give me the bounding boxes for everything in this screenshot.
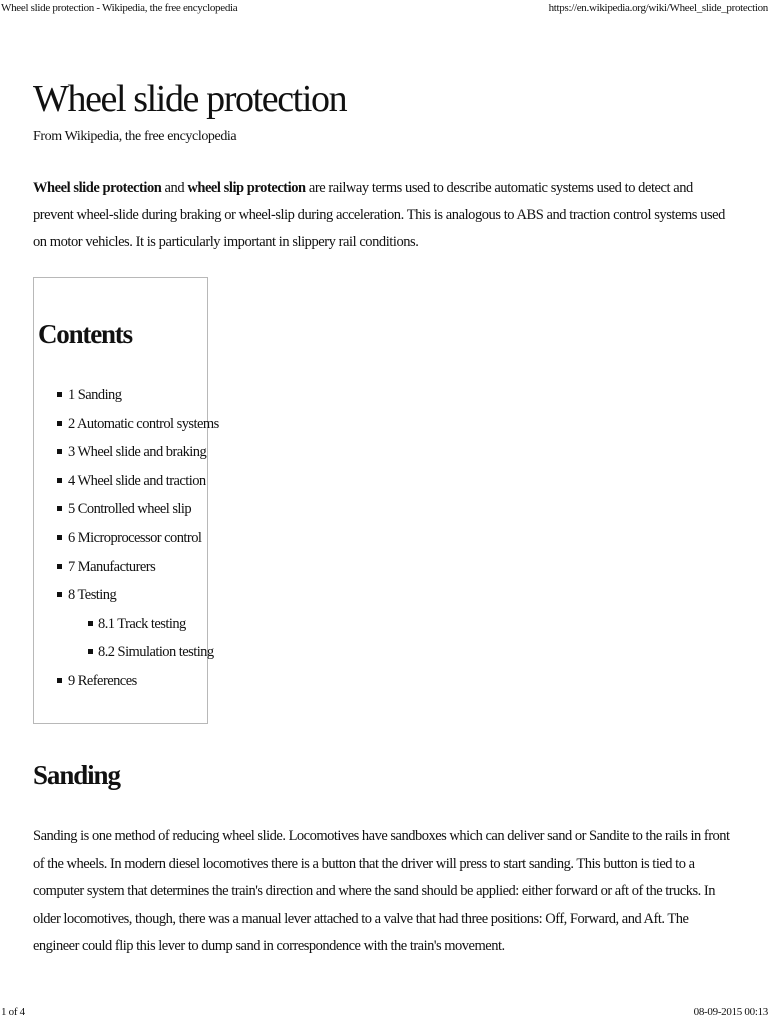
toc-item-label[interactable]: 9 References [68, 672, 137, 689]
toc-item[interactable] [34, 467, 207, 496]
section-paragraph-sanding: Sanding is one method of reducing wheel slide. Locomotives have sandboxes which can deliver sand or Sandite to the rails in front of the wheels. In modern diesel locomotives there is a button that the driver will press to start sanding. This button is tied to a computer system that determines the train's direction and where the sand should be applied: either forward or aft of the trucks. In older locomotives, though, there was a manual lever attached to a valve that had three positions: Off, Forward, and Aft. The engineer could flip this lever to dump sand in correspondence with the train's movement. [33, 828, 730, 954]
toc-item[interactable] [34, 667, 207, 696]
bullet-icon [88, 649, 93, 654]
toc-item[interactable] [34, 553, 207, 582]
print-footer-page: 1 of 4 [1, 1006, 25, 1018]
toc-item[interactable] [34, 524, 207, 553]
toc-list [34, 381, 219, 696]
toc-item-label[interactable]: 1 Sanding [68, 387, 122, 403]
bullet-icon [57, 421, 62, 426]
bullet-icon [57, 506, 62, 511]
bullet-icon [88, 621, 93, 626]
toc-item-label[interactable]: 5 Controlled wheel slip [68, 501, 192, 518]
toc-title: Contents [38, 319, 132, 349]
toc-item[interactable] [34, 381, 207, 410]
lead-term-wheel-slip: wheel slip protection [187, 180, 306, 196]
toc-item-label[interactable]: 4 Wheel slide and traction [68, 472, 206, 489]
toc-item[interactable] [34, 495, 207, 524]
print-footer [0, 1006, 768, 1018]
toc-item-label[interactable]: 3 Wheel slide and braking [68, 444, 207, 461]
toc-item-label[interactable]: 8 Testing [68, 587, 117, 604]
toc-item[interactable] [34, 638, 214, 667]
lead-paragraph [33, 175, 733, 256]
section-heading-sanding: Sanding [33, 760, 120, 790]
toc-item-label[interactable]: 2 Automatic control systems [68, 415, 219, 432]
toc-item[interactable] [34, 581, 207, 610]
bullet-icon [57, 392, 62, 397]
bullet-icon [57, 564, 62, 569]
table-of-contents [33, 277, 219, 724]
lead-rest: are railway terms used to describe automatic systems used to detect and prevent wheel-slide during braking or wheel-slip during acceleration. This is analogous to ABS and traction control systems used on motor vehicles. It is particularly important in slippery rail conditions. [33, 180, 725, 250]
bullet-icon [57, 535, 62, 540]
bullet-icon [57, 592, 62, 597]
toc-item[interactable] [34, 410, 219, 439]
toc-item[interactable] [34, 438, 207, 467]
bullet-icon [57, 478, 62, 483]
bullet-icon [57, 678, 62, 683]
toc-item-label[interactable]: 8.1 Track testing [98, 615, 186, 632]
toc-item-label[interactable]: 8.2 Simulation testing [98, 644, 214, 661]
print-header-title: Wheel slide protection - Wikipedia, the free encyclopedia [1, 2, 238, 14]
toc-item-label[interactable]: 7 Manufacturers [68, 558, 156, 575]
print-header-url: https://en.wikipedia.org/wiki/Wheel_slide_protection [548, 2, 768, 14]
toc-item-label[interactable]: 6 Microprocessor control [68, 529, 202, 546]
lead-and: and [161, 180, 188, 196]
lead-term-wheel-slide: Wheel slide protection [33, 180, 162, 196]
print-footer-datetime: 08-09-2015 00:13 [693, 1006, 768, 1018]
bullet-icon [57, 449, 62, 454]
toc-item[interactable] [34, 610, 207, 639]
page-subtitle: From Wikipedia, the free encyclopedia [33, 129, 237, 144]
page-title: Wheel slide protection [33, 78, 347, 120]
print-header [0, 2, 768, 14]
